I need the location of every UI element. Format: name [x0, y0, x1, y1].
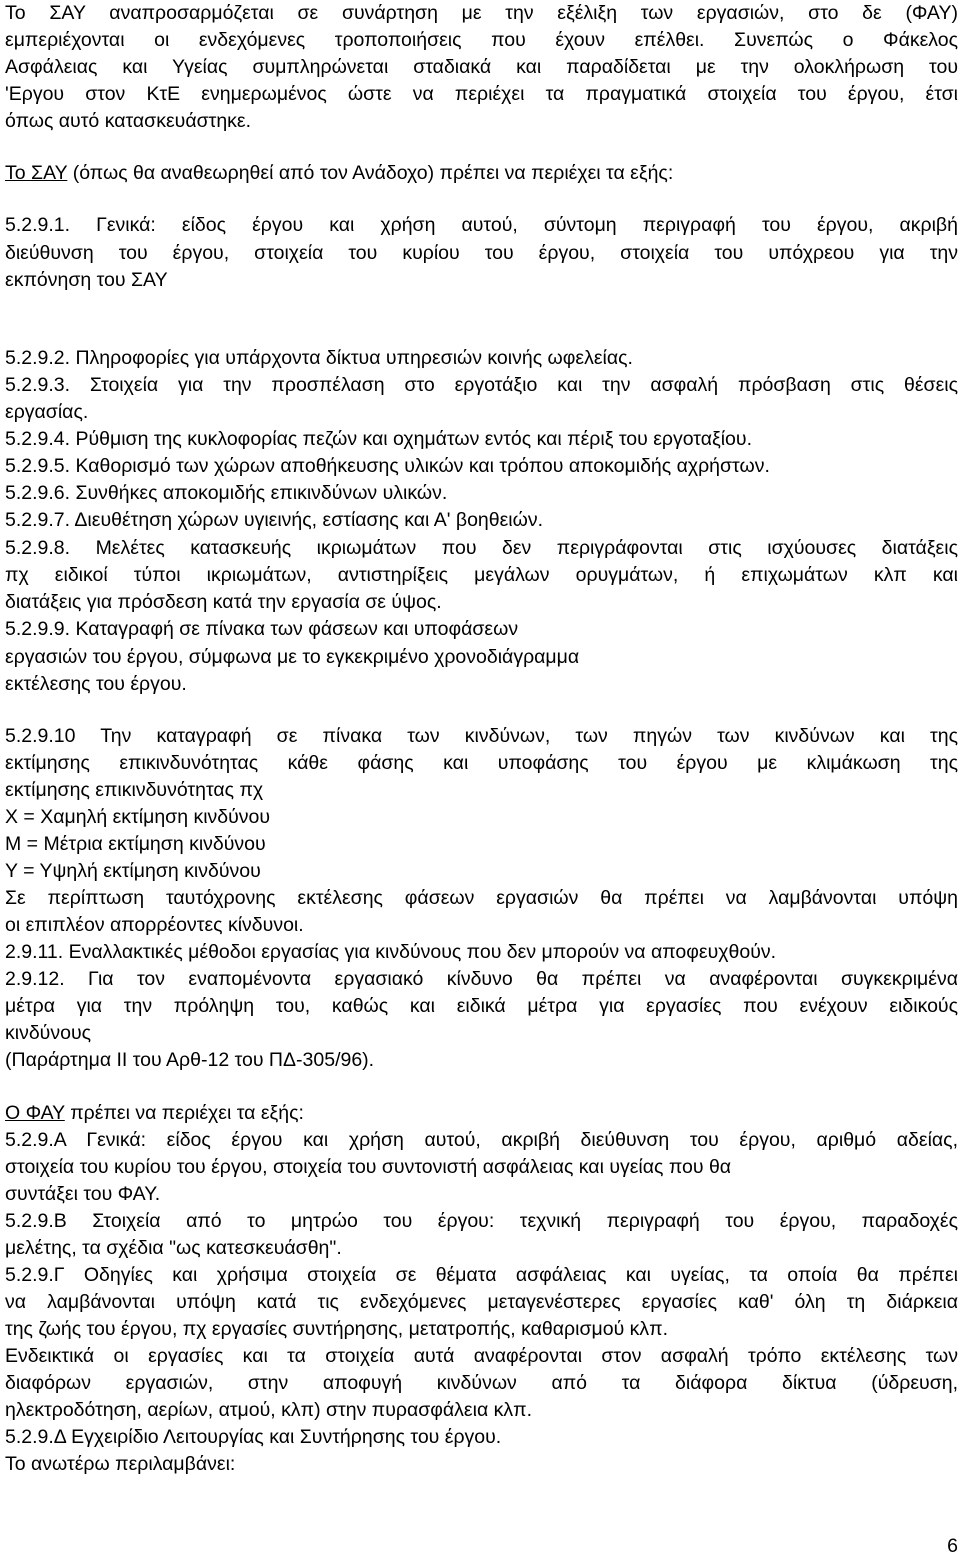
fay-item-line: να λαμβάνονται υπόψη κατά τις ενδεχόμενες μεταγενέστερες εργασίες καθ' όλη τη διάρκεια	[5, 1291, 958, 1313]
say-item-line: 5.2.9.8. Μελέτες κατασκευής ικριωμάτων που δεν περιγράφονται στις ισχύουσες διατάξεις	[5, 537, 958, 559]
say-item-line: 5.2.9.7. Διευθέτηση χώρων υγιεινής, εστίασης και Α' βοηθειών.	[5, 509, 544, 531]
say-item-line: 5.2.9.10 Την καταγραφή σε πίνακα των κινδύνων, των πηγών των κινδύνων και της	[5, 725, 958, 747]
say-item-line: μέτρα για την πρόληψη του, καθώς και ειδικά μέτρα για εργασίες που ενέχουν ειδικούς	[5, 995, 958, 1017]
fay-heading-rest: πρέπει να περιέχει τα εξής:	[64, 1102, 304, 1124]
fay-item-line: 5.2.9.Δ Εγχειρίδιο Λειτουργίας και Συντήρησης του έργου.	[5, 1426, 502, 1448]
say-item-line: εκτίμησης επικινδυνότητας πχ	[5, 779, 264, 801]
intro-line: 'Εργου στον ΚτΕ ενημερωμένος ώστε να περιέχει τα πραγματικά στοιχεία του έργου, έτσι	[5, 83, 958, 105]
page-number: 6	[947, 1535, 958, 1557]
intro-line: Ασφάλειας και Υγείας συμπληρώνεται σταδιακά και παραδίδεται με την ολοκλήρωση του	[5, 56, 958, 78]
risk-level-line: Μ = Μέτρια εκτίμηση κινδύνου	[5, 833, 266, 855]
say-item-line: κινδύνους	[5, 1022, 92, 1044]
fay-item-line: Το ανωτέρω περιλαμβάνει:	[5, 1453, 236, 1475]
say-item-line: 5.2.9.6. Συνθήκες αποκομιδής επικινδύνων υλικών.	[5, 482, 448, 504]
say-heading-underlined: Το ΣΑΥ	[5, 162, 68, 184]
say-item-line: 5.2.9.9. Καταγραφή σε πίνακα των φάσεων και υποφάσεων	[5, 618, 519, 640]
fay-heading	[5, 1100, 304, 1126]
say-item-line: πχ ειδικοί τύποι ικριωμάτων, αντιστηρίξεις μεγάλων ορυγμάτων, ή επιχωμάτων κλπ και	[5, 564, 958, 586]
say-item-line: 5.2.9.3. Στοιχεία για την προσπέλαση στο εργοτάξιο και την ασφαλή πρόσβαση στις θέσεις	[5, 374, 958, 396]
fay-heading-underlined: Ο ΦΑΥ	[5, 1102, 65, 1124]
say-item-line: 5.2.9.2. Πληροφορίες για υπάρχοντα δίκτυα υπηρεσιών κοινής ωφελείας.	[5, 347, 633, 369]
fay-item-line: 5.2.9.Γ Οδηγίες και χρήσιμα στοιχεία σε θέματα ασφάλειας και υγείας, τα οποία θα πρέπει	[5, 1264, 958, 1286]
say-item-line: 5.2.9.5. Καθορισμό των χώρων αποθήκευσης υλικών και τρόπου αποκομιδής αχρήστων.	[5, 455, 770, 477]
say-item-line: διατάξεις για πρόσδεση κατά την εργασία σε ύψος.	[5, 591, 442, 613]
say-item-line: εκτέλεσης του έργου.	[5, 673, 187, 695]
fay-item-line: στοιχεία του κυρίου του έργου, στοιχεία του συντονιστή ασφάλειας και υγείας που θα	[5, 1156, 732, 1178]
say-item-line: 2.9.11. Εναλλακτικές μέθοδοι εργασίας για κινδύνους που δεν μπορούν να αποφευχθούν.	[5, 941, 777, 963]
say-item-line: εκπόνηση του ΣΑΥ	[5, 269, 168, 291]
fay-item-line: διαφόρων εργασιών, στην αποφυγή κινδύνων από τα διάφορα δίκτυα (ύδρευση,	[5, 1372, 958, 1394]
say-heading	[5, 160, 673, 186]
intro-line: όπως αυτό κατασκευάστηκε.	[5, 110, 252, 132]
risk-level-line: Χ = Χαμηλή εκτίμηση κινδύνου	[5, 806, 271, 828]
fay-item-line: 5.2.9.Α Γενικά: είδος έργου και χρήση αυτού, ακριβή διεύθυνση του έργου, αριθμό αδείας,	[5, 1129, 958, 1151]
legal-reference: (Παράρτημα ΙΙ του Αρθ-12 του ΠΔ-305/96).	[5, 1049, 375, 1071]
say-item-line: εργασιών του έργου, σύμφωνα με το εγκεκριμένο χρονοδιάγραμμα	[5, 646, 580, 668]
risk-level-line: Υ = Υψηλή εκτίμηση κινδύνου	[5, 860, 261, 882]
fay-item-line: 5.2.9.Β Στοιχεία από το μητρώο του έργου: τεχνική περιγραφή του έργου, παραδοχές	[5, 1210, 958, 1232]
say-item-line: Σε περίπτωση ταυτόχρονης εκτέλεσης φάσεων εργασιών θα πρέπει να λαμβάνονται υπόψη	[5, 887, 958, 909]
fay-item-line: Ενδεικτικά οι εργασίες και τα στοιχεία αυτά αναφέρονται στον ασφαλή τρόπο εκτέλεσης των	[5, 1345, 958, 1367]
say-item-line: διεύθυνση του έργου, στοιχεία του κυρίου του έργου, στοιχεία του υπόχρεου για την	[5, 242, 958, 264]
fay-item-line: μελέτης, τα σχέδια "ως κατεσκευάσθη".	[5, 1237, 342, 1259]
say-item-line: εργασίας.	[5, 401, 89, 423]
intro-line: εμπεριέχονται οι ενδεχόμενες τροποποιήσεις που έχουν επέλθει. Συνεπώς ο Φάκελος	[5, 29, 958, 51]
say-item-line: 2.9.12. Για τον εναπομένοντα εργασιακό κίνδυνο θα πρέπει να αναφέρονται συγκεκριμένα	[5, 968, 958, 990]
say-item-line: εκτίμησης επικινδυνότητας κάθε φάσης και υποφάσης του έργου με κλιμάκωση της	[5, 752, 958, 774]
fay-item-line: της ζωής του έργου, πχ εργασίες συντήρησης, μετατροπής, καθαρισμού κλπ.	[5, 1318, 669, 1340]
fay-item-line: συντάξει του ΦΑΥ.	[5, 1183, 161, 1205]
say-heading-rest: (όπως θα αναθεωρηθεί από τον Ανάδοχο) πρέπει να περιέχει τα εξής:	[67, 162, 674, 184]
say-item-line: 5.2.9.1. Γενικά: είδος έργου και χρήση αυτού, σύντομη περιγραφή του έργου, ακριβή	[5, 214, 958, 236]
intro-line: Το ΣΑΥ αναπροσαρμόζεται σε συνάρτηση με την εξέλιξη των εργασιών, στο δε (ΦΑΥ)	[5, 2, 958, 24]
say-item-line: οι επιπλέον απορρέοντες κίνδυνοι.	[5, 914, 304, 936]
say-item-line: 5.2.9.4. Ρύθμιση της κυκλοφορίας πεζών και οχημάτων εντός και πέριξ του εργοταξίου.	[5, 428, 752, 450]
fay-item-line: ηλεκτροδότηση, αερίων, ατμού, κλπ) στην πυρασφάλεια κλπ.	[5, 1399, 533, 1421]
